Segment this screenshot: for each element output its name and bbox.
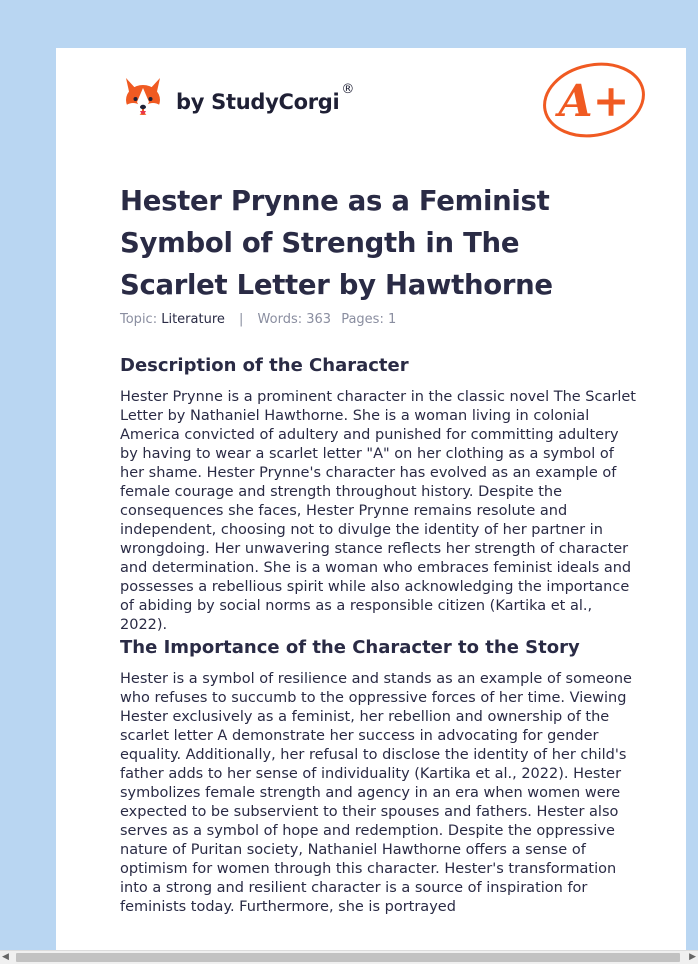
grade-label: A+ xyxy=(558,76,630,127)
grade-badge-icon xyxy=(538,60,650,142)
section-heading: The Importance of the Character to the Story xyxy=(120,637,580,658)
word-count: Words: 363 xyxy=(257,312,332,327)
scroll-right-icon[interactable]: ▶ xyxy=(689,952,696,962)
scrollbar-thumb[interactable] xyxy=(16,953,680,962)
article-meta xyxy=(120,312,396,327)
page-title: Hester Prynne as a Feminist Symbol of Strength in The Scarlet Letter by Hawthorne xyxy=(120,185,553,301)
horizontal-scrollbar[interactable] xyxy=(0,950,698,964)
meta-separator: | xyxy=(239,312,244,327)
section-heading: Description of the Character xyxy=(120,355,409,376)
document-page xyxy=(56,48,686,950)
article-body xyxy=(120,354,636,917)
topic-label: Topic: xyxy=(120,312,158,327)
brand-name: by StudyCorgi® xyxy=(176,82,355,114)
section-paragraph: Hester Prynne is a prominent character in the classic novel The Scarlet Letter by Nathaniel Hawthorne. She is a woman living in colonial America convicted of adultery and punished for committing adultery by having to wear a scarlet letter "A" on her clothing as a symbol of her shame. Hester Prynne's character has evolved as an example of female courage and strength throughout history. Despite the consequences she faces, Hester Prynne remains resolute and independent, choosing not to divulge the identity of her partner in wrongdoing. Her unwavering stance reflects her strength of character and determination. She is a woman who embraces feminist ideals and possesses a rebellious spirit while also acknowledging the importance of abiding by social norms as a responsible citizen (Kartika et al., 2022). xyxy=(120,389,636,633)
registered-mark: ® xyxy=(341,82,355,97)
section-paragraph: Hester is a symbol of resilience and stands as an example of someone who refuses to succumb to the oppressive forces of her time. Viewing Hester exclusively as a feminist, her rebellion and ownership of the scarlet letter A demonstrate her success in advocating for gender equality. Additionally, her refusal to disclose the identity of her child's father adds to her sense of individuality (Kartika et al., 2022). Hester symbolizes female strength and agency in an era when women were expected to be subservient to their spouses and fathers. Hester also serves as a symbol of hope and redemption. Despite the oppressive nature of Puritan society, Nathaniel Hawthorne offers a sense of optimism for women through this character. Hester's transformation into a strong and resilient character is a source of inspiration for feminists today. Furthermore, she is portrayed xyxy=(120,671,632,915)
corgi-icon xyxy=(122,76,164,120)
page-count: Pages: 1 xyxy=(341,312,397,327)
scroll-left-icon[interactable]: ◀ xyxy=(2,952,9,962)
brand-logo[interactable] xyxy=(122,76,354,120)
topic-link[interactable]: Literature xyxy=(161,312,225,327)
